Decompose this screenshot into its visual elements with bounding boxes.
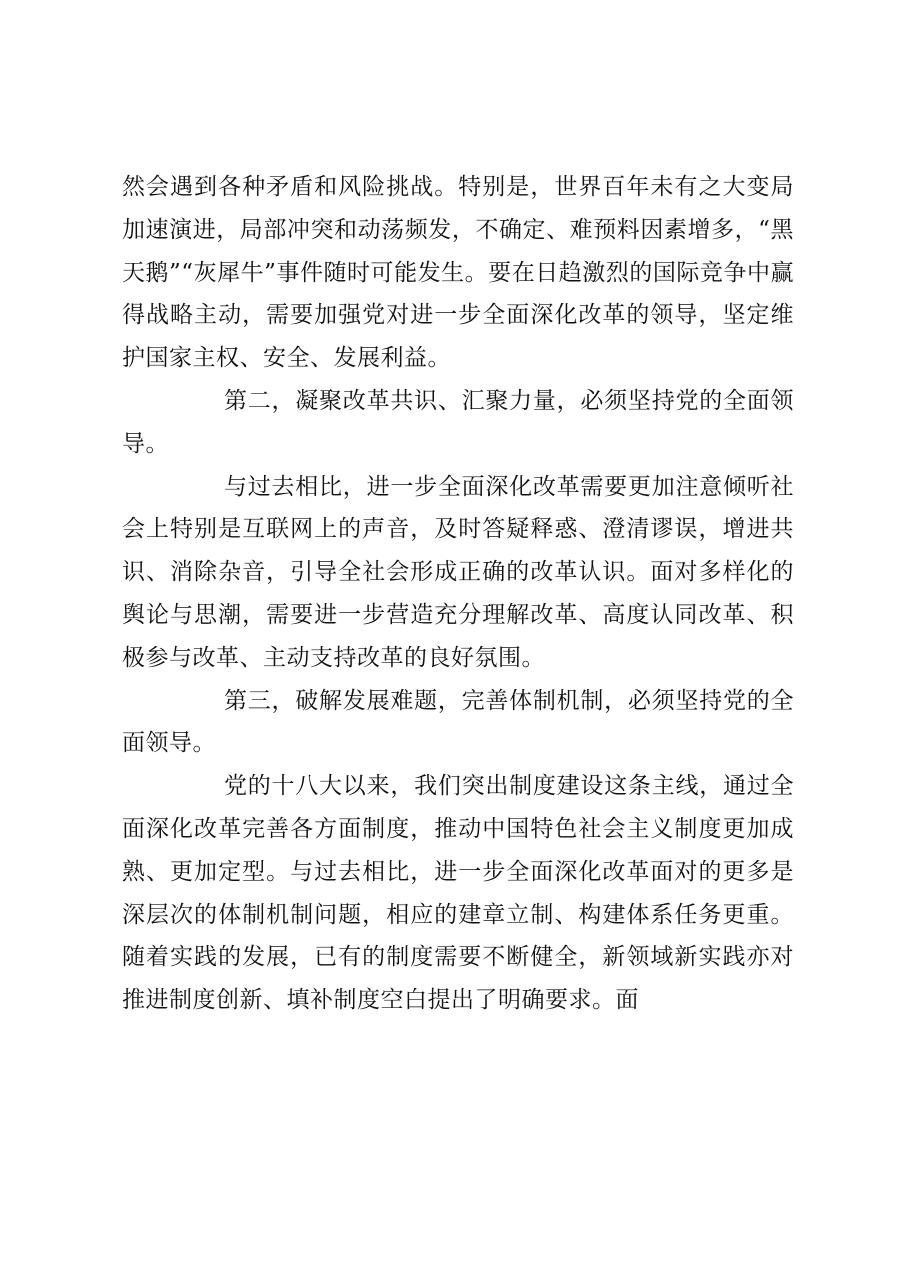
section-heading-second: 第二，凝聚改革共识、汇聚力量，必须坚持党的全面领导。	[122, 387, 794, 457]
document-body	[122, 166, 794, 1022]
paragraph-consensus: 与过去相比，进一步全面深化改革需要更加注意倾听社会上特别是互联网上的声音，及时答疑释惑、澄清谬误，增进共识、消除杂音，引导全社会形成正确的改革认识。面对多样化的舆论与思潮，需要进一步营造充分理解改革、高度认同改革、积极参与改革、主动支持改革的良好氛围。	[122, 473, 794, 671]
paragraph-continuation: 然会遇到各种矛盾和风险挑战。特别是，世界百年未有之大变局加速演进，局部冲突和动荡频发，不确定、难预料因素增多，“黑天鹅”“灰犀牛”事件随时可能发生。要在日趋激烈的国际竞争中赢得战略主动，需要加强党对进一步全面深化改革的领导，坚定维护国家主权、安全、发展利益。	[122, 174, 794, 372]
paragraph-institutions: 党的十八大以来，我们突出制度建设这条主线，通过全面深化改革完善各方面制度，推动中国特色社会主义制度更加成熟、更加定型。与过去相比，进一步全面深化改革面对的更多是深层次的体制机制问题，相应的建章立制、构建体系任务更重。随着实践的发展，已有的制度需要不断健全，新领域新实践亦对推进制度创新、填补制度空白提出了明确要求。面	[122, 773, 794, 1014]
section-heading-third: 第三，破解发展难题，完善体制机制，必须坚持党的全面领导。	[122, 687, 794, 757]
